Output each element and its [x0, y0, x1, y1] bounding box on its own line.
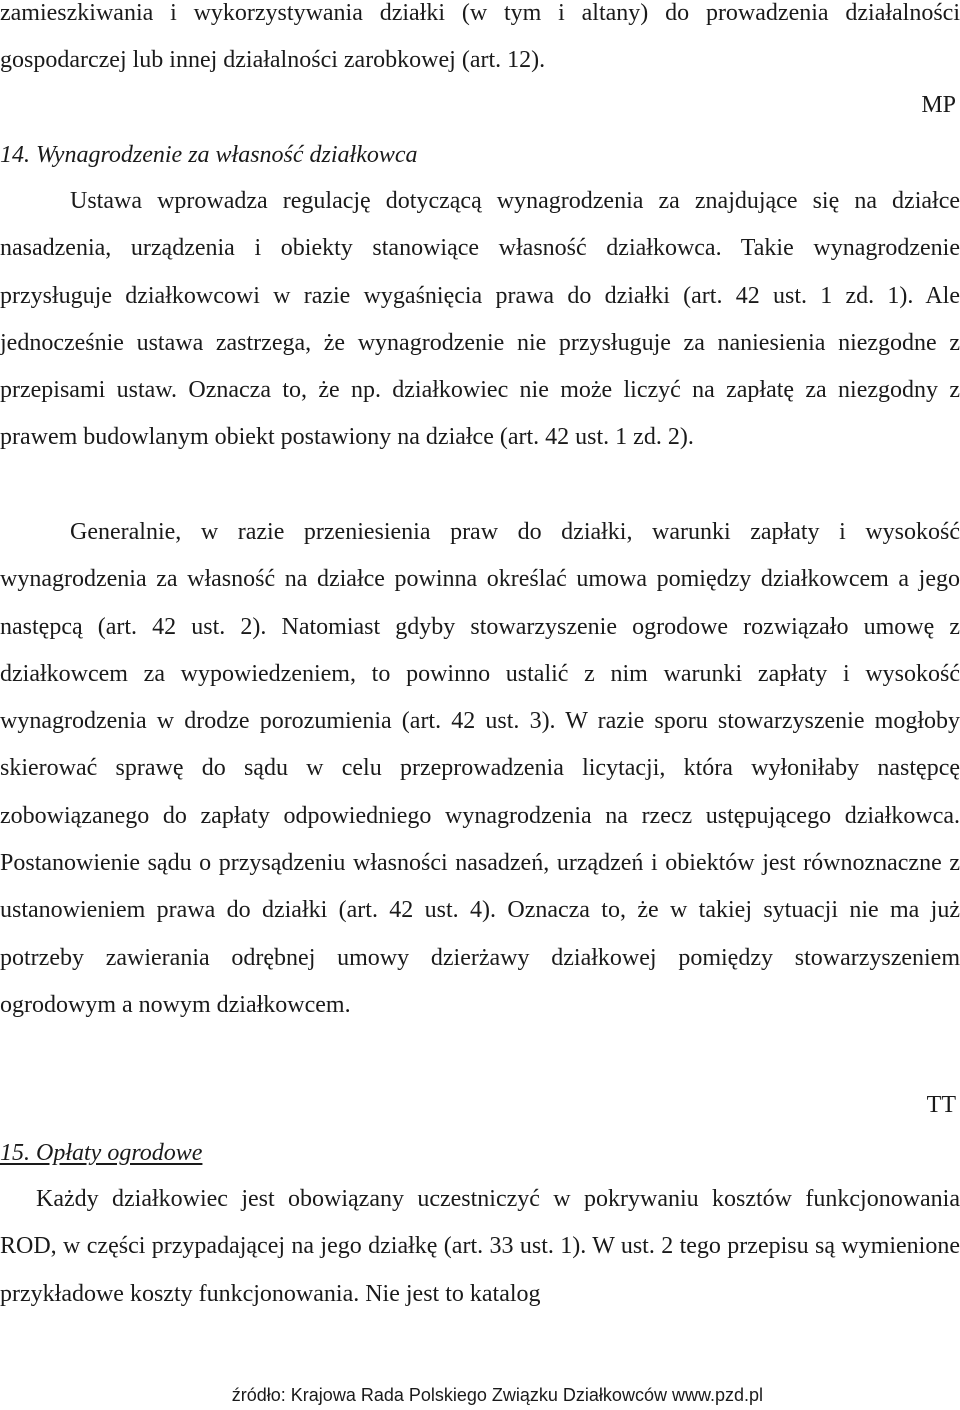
- source-footer: źródło: Krajowa Rada Polskiego Związku Działkowców www.pzd.pl: [231, 1385, 763, 1405]
- section-14-heading: 14. Wynagrodzenie za własność działkowca: [0, 142, 418, 168]
- paragraph-continuation: zamieszkiwania i wykorzystywania działki (w tym i altany) do prowadzenia działalności gospodarczej lub innej działalności zarobkowej (art. 12).: [0, 0, 960, 74]
- author-initials-tt: TT: [926, 1092, 956, 1118]
- section-14-paragraph-1: Ustawa wprowadza regulację dotyczącą wynagrodzenia za znajdujące się na działce nasadzenia, urządzenia i obiekty stanowiące własność działkowca. Takie wynagrodzenie przysługuje działkowcowi w razie wygaśnięcia prawa do działki (art. 42 ust. 1 zd. 1). Ale jednocześnie ustawa zastrzega, że wynagrodzenie nie przysługuje za naniesienia niezgodne z przepisami ustaw. Oznacza to, że np. działkowiec nie może liczyć na zapłatę za niezgodny z prawem budowlanym obiekt postawiony na działce (art. 42 ust. 1 zd. 2).: [0, 188, 960, 451]
- section-15-heading-text: 15. Opłaty ogrodowe: [0, 1140, 203, 1166]
- section-15-heading: [0, 1138, 202, 1168]
- section-14-paragraph-2: Generalnie, w razie przeniesienia praw do działki, warunki zapłaty i wysokość wynagrodzenia za własność na działce powinna określać umowa pomiędzy działkowcem a jego następcą (art. 42 ust. 2). Natomiast gdyby stowarzyszenie ogrodowe rozwiązało umowę z działkowcem za wypowiedzeniem, to powinno ustalić z nim warunki zapłaty i wysokość wynagrodzenia w drodze porozumienia (art. 42 ust. 3). W razie sporu stowarzyszenie mogłoby skierować sprawę do sądu w celu przeprowadzenia licytacji, która wyłoniłaby następcę zobowiązanego do zapłaty odpowiedniego wynagrodzenia na rzecz ustępującego działkowca. Postanowienie sądu o przysądzeniu własności nasadzeń, urządzeń i obiektów jest równoznaczne z ustanowieniem prawa do działki (art. 42 ust. 4). Oznacza to, że w takiej sytuacji nie ma już potrzeby zawierania odrębnej umowy dzierżawy działkowej pomiędzy stowarzyszeniem ogrodowym a nowym działkowcem.: [0, 519, 960, 1018]
- author-initials-mp: MP: [921, 92, 956, 118]
- section-15-paragraph-1: Każdy działkowiec jest obowiązany uczestniczyć w pokrywaniu kosztów funkcjonowania ROD, w części przypadającej na jego działkę (art. 33 ust. 1). W ust. 2 tego przepisu są wymienione przykładowe koszty funkcjonowania. Nie jest to katalog: [0, 1186, 960, 1307]
